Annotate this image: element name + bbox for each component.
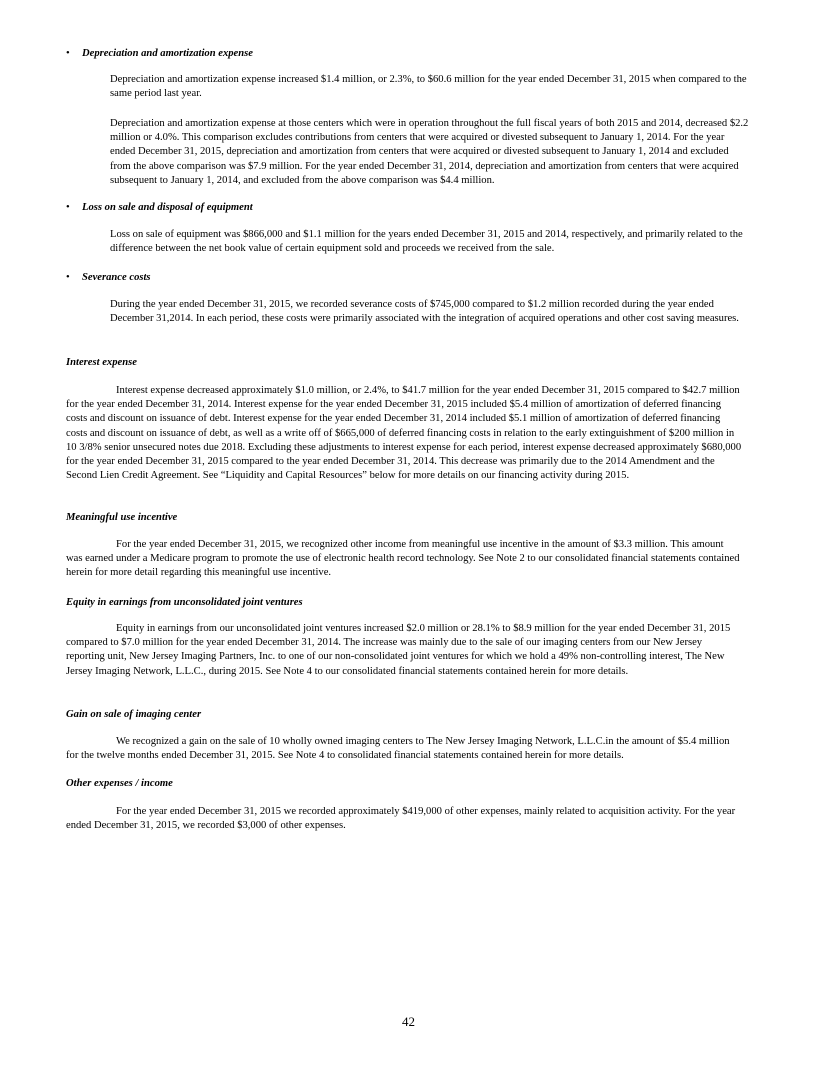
gain-text: We recognized a gain on the sale of 10 wholly owned imaging centers to The New Jersey Imaging Network, L.L.C.in the amount of $5.4 million for the twelve months ended December 31, 2015. See Note 4 to consolidated financial statements contained herein for more details. bbox=[66, 736, 730, 762]
depreciation-p2-text: Depreciation and amortization expense at those centers which were in operation throughout the full fiscal years of both 2015 and 2014, decreased $2.2 million or 4.0%. This comparison excludes contributions from centers that were acquired or divested subsequent to January 1, 2014. For the year ended December 31, 2015, depreciation and amortization from centers that were acquired or divested subsequent to January 1, 2014 and excluded from the above comparison was $7.9 million. For the year ended December 31, 2014, depreciation and amortization from centers that were acquired subsequent to January 1, 2014, and excluded from the above comparison was $4.4 million. bbox=[110, 118, 749, 186]
meaningful-use-heading: Meaningful use incentive bbox=[66, 512, 178, 523]
equity-paragraph bbox=[66, 622, 742, 679]
gain-heading: Gain on sale of imaging center bbox=[66, 709, 202, 720]
severance-paragraph bbox=[110, 298, 750, 326]
bullet-icon: • bbox=[66, 48, 70, 59]
depreciation-heading bbox=[66, 47, 253, 61]
page-number: 42 bbox=[402, 1014, 415, 1029]
loss-on-sale-heading bbox=[66, 201, 253, 215]
loss-on-sale-text: Loss on sale of equipment was $866,000 and $1.1 million for the years ended December 31, 2015 and 2014, respectively, and primarily related to the difference between the net book value of certain equipment sold and proceeds we received from the sale. bbox=[110, 229, 743, 255]
depreciation-paragraph-1 bbox=[110, 73, 750, 101]
interest-text: Interest expense decreased approximately $1.0 million, or 2.4%, to $41.7 million for the year ended December 31, 2015 compared to $42.7 million for the year ended December 31, 2014. Interest expense for the year ended December 31, 2015 included $5.4 million of amortization of deferred financing costs and discount on issuance of debt. Interest expense for the year ended December 31, 2014 included $5.1 million of amortization of deferred financing costs and discount on issuance of debt, as well as a write off of $665,000 of deferred financing costs in relation to the early extinguishment of $200 million in 10 3/8% senior unsecured notes due 2018. Excluding these adjustments to interest expense for each period, interest expense decreased approximately $680,000 for the year ended December 31, 2015 compared to the year ended December 31, 2014. This decrease was primarily due to the 2014 Amendment and the Second Lien Credit Agreement. See “Liquidity and Capital Resources” below for more details on our financing activity during 2015. bbox=[66, 385, 742, 482]
other-heading: Other expenses / income bbox=[66, 778, 173, 789]
other-text: For the year ended December 31, 2015 we recorded approximately $419,000 of other expenses, mainly related to acquisition activity. For the year ended December 31, 2015, we recorded $3,000 of other expenses. bbox=[66, 806, 736, 832]
equity-heading: Equity in earnings from unconsolidated joint ventures bbox=[66, 597, 303, 608]
interest-heading: Interest expense bbox=[66, 357, 137, 368]
severance-text: During the year ended December 31, 2015, we recorded severance costs of $745,000 compared to $1.2 million recorded during the year ended December 31,2014. In each period, these costs were primarily associated with the integration of acquired operations and other cost saving measures. bbox=[110, 299, 739, 325]
other-paragraph bbox=[66, 805, 742, 833]
depreciation-p1-text: Depreciation and amortization expense increased $1.4 million, or 2.3%, to $60.6 million for the year ended December 31, 2015 when compared to the same period last year. bbox=[110, 74, 747, 100]
depreciation-paragraph-2 bbox=[110, 117, 750, 188]
severance-heading-text: Severance costs bbox=[82, 272, 151, 283]
gain-paragraph bbox=[66, 735, 742, 763]
meaningful-use-paragraph bbox=[66, 538, 742, 581]
equity-text: Equity in earnings from our unconsolidated joint ventures increased $2.0 million or 28.1% to $8.9 million for the year ended December 31, 2015 compared to $7.0 million for the year ended December 31, 2014. The increase was mainly due to the sale of our imaging centers from our New Jersey reporting unit, New Jersey Imaging Partners, Inc. to one of our non-consolidated joint ventures for which we hold a 49% non-controlling interest, The New Jersey Imaging Network, L.L.C., during 2015. See Note 4 to our consolidated financial statements contained herein for more details. bbox=[66, 623, 731, 677]
bullet-icon: • bbox=[66, 202, 70, 213]
meaningful-use-text: For the year ended December 31, 2015, we recognized other income from meaningful use incentive in the amount of $3.3 million. This amount was earned under a Medicare program to promote the use of electronic health record technology. See Note 2 to our consolidated financial statements contained herein for more detail regarding this meaningful use incentive. bbox=[66, 539, 740, 579]
bullet-icon: • bbox=[66, 272, 70, 283]
severance-heading bbox=[66, 271, 151, 285]
loss-on-sale-paragraph bbox=[110, 228, 750, 256]
loss-on-sale-heading-text: Loss on sale and disposal of equipment bbox=[82, 202, 253, 213]
depreciation-heading-text: Depreciation and amortization expense bbox=[82, 48, 253, 59]
interest-paragraph bbox=[66, 384, 742, 483]
